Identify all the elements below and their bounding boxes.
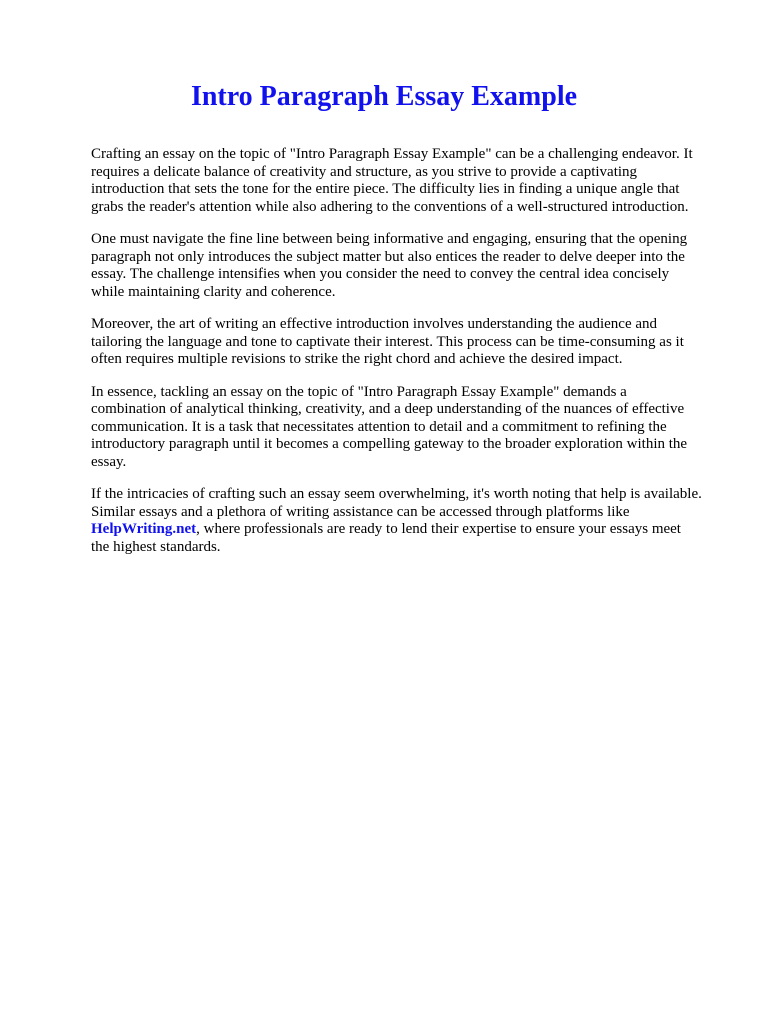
- paragraph-line: essay. The challenge intensifies when you consider the need to convey the central idea concisely: [91, 266, 670, 282]
- paragraph-line: introduction that sets the tone for the entire piece. The difficulty lies in finding a unique angle that: [91, 181, 680, 197]
- paragraph-line: Similar essays and a plethora of writing assistance can be accessed through platforms like: [91, 503, 630, 520]
- document-body: [91, 146, 731, 571]
- paragraph-line: One must navigate the fine line between being informative and engaging, ensuring that the opening: [91, 231, 688, 247]
- paragraph-line: essay.: [91, 453, 127, 470]
- paragraph-line: combination of analytical thinking, creativity, and a deep understanding of the nuances of effective: [91, 401, 685, 417]
- paragraph-line: In essence, tackling an essay on the topic of "Intro Paragraph Essay Example" demands a: [91, 383, 627, 400]
- paragraph-4: [91, 384, 731, 472]
- paragraph-line: the highest standards.: [91, 538, 221, 555]
- paragraph-line: Crafting an essay on the topic of "Intro Paragraph Essay Example" can be a challenging endeavor. It: [91, 146, 693, 162]
- paragraph-line: grabs the reader's attention while also adhering to the conventions of a well-structured introduction.: [91, 198, 689, 215]
- paragraph-5: [91, 486, 731, 556]
- paragraph-text: , where professionals are ready to lend their expertise to ensure your essays meet: [196, 521, 681, 537]
- paragraph-3: [91, 316, 731, 369]
- paragraph-line-with-link: [91, 521, 731, 539]
- paragraph-line: while maintaining clarity and coherence.: [91, 283, 336, 300]
- document-title: Intro Paragraph Essay Example: [190, 81, 578, 112]
- paragraph-line: tailoring the language and tone to captivate their interest. This process can be time-consuming as it: [91, 333, 684, 350]
- helpwriting-link[interactable]: HelpWriting.net: [91, 521, 197, 537]
- paragraph-line: requires a delicate balance of creativity and structure, as you strive to provide a captivating: [91, 163, 638, 180]
- paragraph-2: [91, 231, 731, 301]
- paragraph-line: communication. It is a task that necessitates attention to detail and a commitment to refining the: [91, 418, 667, 435]
- paragraph-line: paragraph not only introduces the subject matter but also entices the reader to delve deeper into the: [91, 248, 685, 265]
- paragraph-line: If the intricacies of crafting such an essay seem overwhelming, it's worth noting that help is available.: [91, 486, 702, 502]
- paragraph-1: [91, 146, 731, 216]
- paragraph-line: often requires multiple revisions to strike the right chord and achieve the desired impact.: [91, 351, 623, 367]
- paragraph-line: Moreover, the art of writing an effective introduction involves understanding the audience and: [91, 316, 658, 332]
- paragraph-line: introductory paragraph until it becomes a compelling gateway to the broader exploration within the: [91, 436, 688, 452]
